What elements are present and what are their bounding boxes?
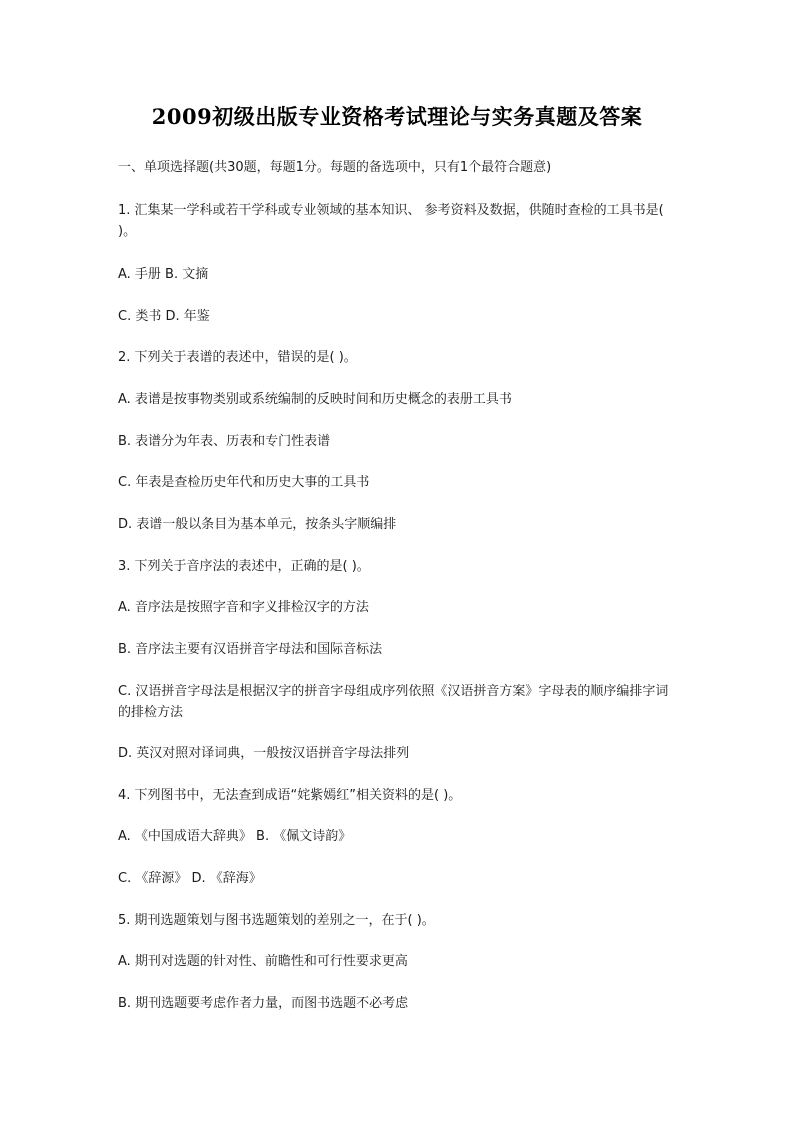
question-1-options-ab: A. 手册 B. 文摘 bbox=[118, 267, 209, 282]
question-3-option-a: A. 音序法是按照字音和字义排检汉字的方法 bbox=[118, 600, 369, 615]
question-1-stem: 1. 汇集某一学科或若干学科或专业领域的基本知识、 参考资料及数据，供随时查检的工具书是( )。 bbox=[118, 203, 664, 239]
question-2-option-d: D. 表谱一般以条目为基本单元，按条头字顺编排 bbox=[118, 517, 397, 532]
question-5-option-a: A. 期刊对选题的针对性、前瞻性和可行性要求更高 bbox=[118, 954, 408, 969]
question-2-option-b: B. 表谱分为年表、历表和专门性表谱 bbox=[118, 434, 331, 449]
question-4-options-ab: A. 《中国成语大辞典》 B. 《佩文诗韵》 bbox=[118, 829, 352, 844]
question-3-stem: 3. 下列关于音序法的表述中，正确的是( )。 bbox=[118, 559, 370, 574]
question-3-option-d: D. 英汉对照对译词典，一般按汉语拼音字母法排列 bbox=[118, 746, 410, 761]
question-3-option-c: C. 汉语拼音字母法是根据汉字的拼音字母组成序列依照《汉语拼音方案》字母表的顺序编排字词的排检方法 bbox=[118, 684, 669, 720]
question-1-options-cd: C. 类书 D. 年鉴 bbox=[118, 309, 210, 324]
section-heading: 一、单项选择题(共30题，每题1分。每题的备选项中，只有1个最符合题意) bbox=[118, 160, 552, 175]
question-3-option-b: B. 音序法主要有汉语拼音字母法和国际音标法 bbox=[118, 642, 383, 657]
document-title: 2009初级出版专业资格考试理论与实务真题及答案 bbox=[151, 104, 643, 129]
question-4-stem: 4. 下列图书中，无法查到成语“姹紫嫣红”相关资料的是( )。 bbox=[118, 788, 462, 803]
question-5-stem: 5. 期刊选题策划与图书选题策划的差别之一，在于( )。 bbox=[118, 913, 435, 928]
question-2-stem: 2. 下列关于表谱的表述中，错误的是( )。 bbox=[118, 350, 357, 365]
question-2-option-a: A. 表谱是按事物类别或系统编制的反映时间和历史概念的表册工具书 bbox=[118, 392, 512, 407]
question-2-option-c: C. 年表是查检历史年代和历史大事的工具书 bbox=[118, 475, 370, 490]
question-5-option-b: B. 期刊选题要考虑作者力量，而图书选题不必考虑 bbox=[118, 996, 409, 1011]
question-4-options-cd: C. 《辞源》 D. 《辞海》 bbox=[118, 871, 262, 886]
